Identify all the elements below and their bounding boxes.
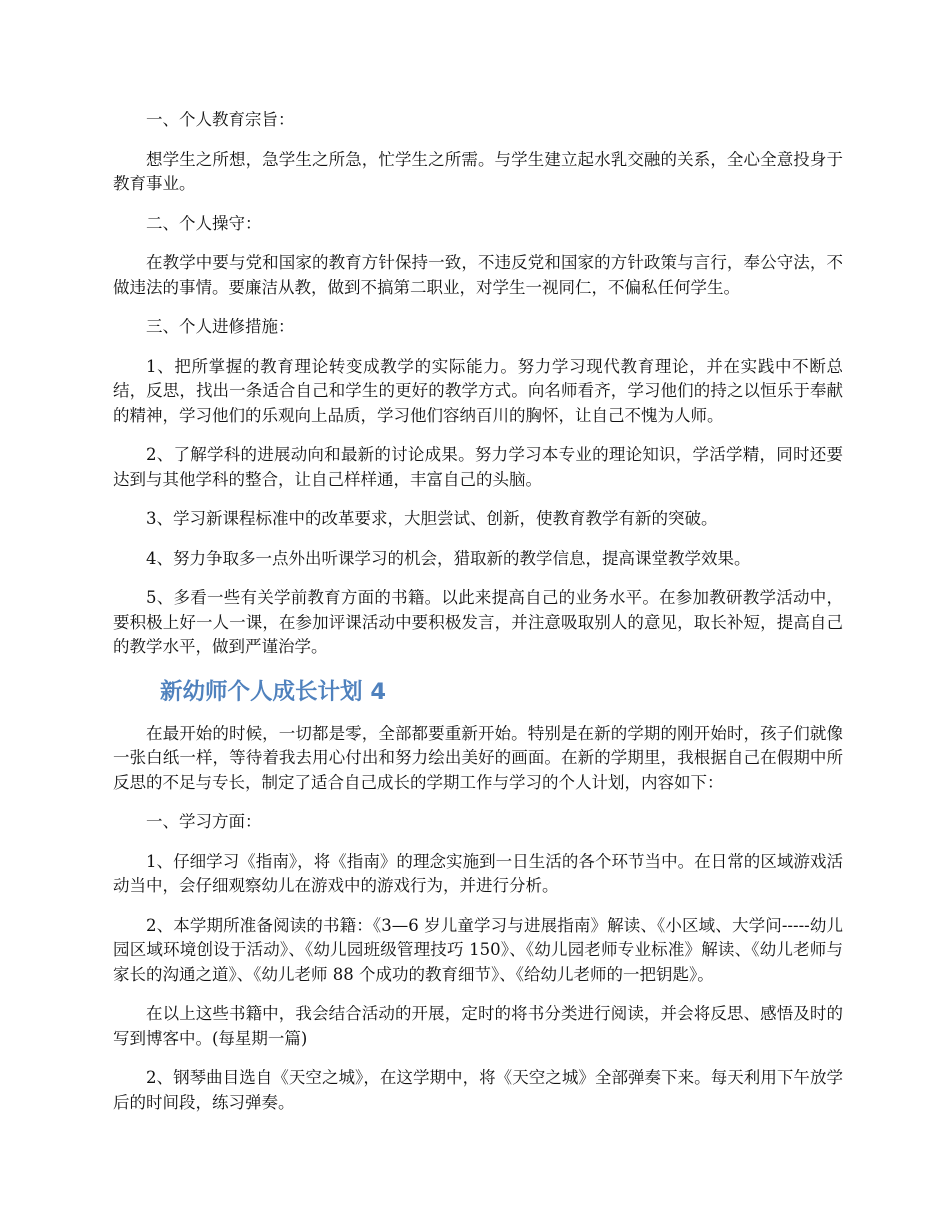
section-title-personal-conduct: 二、个人操守： xyxy=(146,213,262,233)
list-item-measure-4: 4、努力争取多一点外出听课学习的机会，猎取新的教学信息，提高课堂教学效果。 xyxy=(146,548,751,568)
paragraph-reading-plan: 在以上这些书籍中，我会结合活动的开展，定时的将书分类进行阅读，并会将反思、感悟及时的写到博客中。(每星期一篇) xyxy=(113,1004,843,1048)
list-item-measure-3: 3、学习新课程标准中的改革要求，大胆尝试、创新，使教育教学有新的突破。 xyxy=(146,509,718,528)
paragraph-personal-conduct: 在教学中要与党和国家的教育方针保持一致，不违反党和国家的方针政策与言行，奉公守法，不做违法的事情。要廉洁从教，做到不搞第二职业，对学生一视同仁，不偏私任何学生。 xyxy=(113,253,843,297)
document-body xyxy=(113,108,843,1130)
document-heading: 新幼师个人成长计划 4 xyxy=(160,678,386,705)
section-title-education-purpose: 一、个人教育宗旨： xyxy=(146,110,295,129)
list-item-learning-2: 2、本学期所准备阅读的书籍：《3—6 岁儿童学习与进展指南》解读、《小区域、大学问-----幼儿园区域环境创设于活动》、《幼儿园班级管理技巧 150》、《幼儿园老师专业标准》解读、《幼儿老师与家长的沟通之道》、《幼儿老师 88 个成功的教育细节》、《给幼儿老师的一把钥匙》。 xyxy=(113,915,843,984)
section-title-learning: 一、学习方面： xyxy=(146,812,262,831)
list-item-measure-2: 2、了解学科的进展动向和最新的讨论成果。努力学习本专业的理论知识，学活学精，同时还要达到与其他学科的整合，让自己样样通，丰富自己的头脑。 xyxy=(113,445,843,489)
section-title-study-measures: 三、个人进修措施： xyxy=(146,317,295,336)
list-item-measure-1: 1、把所掌握的教育理论转变成教学的实际能力。努力学习现代教育理论，并在实践中不断总结，反思，找出一条适合自己和学生的更好的教学方式。向名师看齐，学习他们的持之以恒乐于奉献的精神，学习他们的乐观向上品质，学习他们容纳百川的胸怀，让自己不愧为人师。 xyxy=(113,356,843,425)
list-item-learning-1: 1、仔细学习《指南》，将《指南》的理念实施到一日生活的各个环节当中。在日常的区域游戏活动当中，会仔细观察幼儿在游戏中的游戏行为，并进行分析。 xyxy=(113,851,843,895)
paragraph-intro: 在最开始的时候，一切都是零，全部都要重新开始。特别是在新的学期的刚开始时，孩子们就像一张白纸一样，等待着我去用心付出和努力绘出美好的画面。在新的学期里，我根据自己在假期中所反思的不足与专长，制定了适合自己成长的学期工作与学习的个人计划，内容如下： xyxy=(113,723,843,792)
paragraph-education-purpose: 想学生之所想，急学生之所急，忙学生之所需。与学生建立起水乳交融的关系，全心全意投身于教育事业。 xyxy=(113,149,843,193)
list-item-piano: 2、钢琴曲目选自《天空之城》，在这学期中，将《天空之城》全部弹奏下来。每天利用下午放学后的时间段，练习弹奏。 xyxy=(113,1068,843,1112)
list-item-measure-5: 5、多看一些有关学前教育方面的书籍。以此来提高自己的业务水平。在参加教研教学活动中，要积极上好一人一课，在参加评课活动中要积极发言，并注意吸取别人的意见，取长补短，提高自己的教学水平，做到严谨治学。 xyxy=(113,588,843,656)
